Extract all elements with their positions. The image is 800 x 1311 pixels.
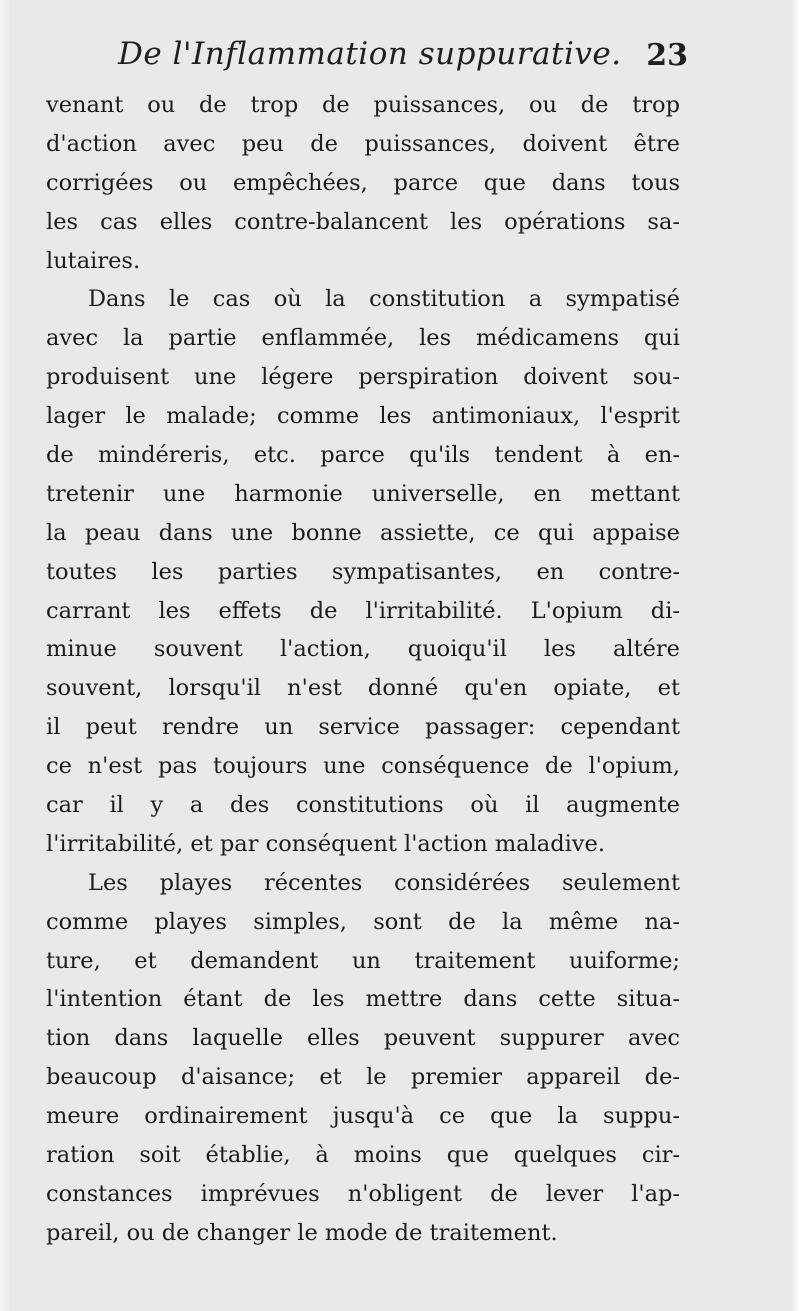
text-line: avec la partie enflammée, les médicamens qui bbox=[46, 325, 680, 352]
text-line: lutaires. bbox=[46, 247, 141, 274]
text-line: produisent une légere perspiration doivent sou- bbox=[46, 364, 680, 391]
text-line: d'action avec peu de puissances, doivent être bbox=[46, 130, 680, 157]
text-line: constances imprévues n'obligent de lever l'ap- bbox=[46, 1180, 680, 1207]
text-line: il peut rendre un service passager: cependant bbox=[46, 714, 680, 741]
text-line: venant ou de trop de puissances, ou de trop bbox=[46, 92, 680, 118]
paragraph-3 bbox=[46, 864, 680, 1253]
text-line: Les playes récentes considérées seulement bbox=[88, 869, 680, 896]
text-line: l'intention étant de les mettre dans cette situa- bbox=[46, 986, 680, 1013]
page-right-edge bbox=[792, 0, 800, 1311]
text-line: carrant les effets de l'irritabilité. L'opium di- bbox=[46, 597, 680, 624]
text-line: la peau dans une bonne assiette, ce qui appaise bbox=[46, 519, 680, 546]
text-line: meure ordinairement jusqu'à ce que la suppu- bbox=[46, 1103, 680, 1130]
text-line: tretenir une harmonie universelle, en mettant bbox=[46, 480, 680, 507]
text-line: beaucoup d'aisance; et le premier appareil de- bbox=[46, 1064, 680, 1091]
text-line: ture, et demandent un traitement uuiforme; bbox=[46, 947, 680, 974]
text-line: les cas elles contre-balancent les opérations sa- bbox=[46, 208, 680, 235]
page-header bbox=[118, 36, 688, 82]
text-line: ce n'est pas toujours une conséquence de l'opium, bbox=[46, 753, 680, 780]
text-line: tion dans laquelle elles peuvent suppurer avec bbox=[46, 1025, 680, 1052]
page-number: 23 bbox=[646, 38, 688, 73]
text-line: l'irritabilité, et par conséquent l'action maladive. bbox=[46, 830, 605, 857]
text-line: lager le malade; comme les antimoniaux, l'esprit bbox=[46, 403, 680, 430]
text-line: pareil, ou de changer le mode de traitement. bbox=[46, 1219, 558, 1246]
paragraph-1 bbox=[46, 86, 680, 280]
text-line: minue souvent l'action, quoiqu'il les altére bbox=[46, 636, 680, 663]
text-line: toutes les parties sympatisantes, en contre- bbox=[46, 558, 680, 585]
body-text bbox=[46, 86, 680, 1253]
page-left-edge bbox=[0, 0, 12, 1311]
text-line: corrigées ou empêchées, parce que dans tous bbox=[46, 169, 680, 196]
text-line: comme playes simples, sont de la même na- bbox=[46, 908, 680, 935]
text-line: ration soit établie, à moins que quelques cir- bbox=[46, 1142, 680, 1169]
running-title: De l'Inflammation suppurative. bbox=[118, 36, 622, 72]
text-line: Dans le cas où la constitution a sympatisé bbox=[88, 286, 680, 313]
text-line: car il y a des constitutions où il augmente bbox=[46, 792, 680, 819]
text-line: de mindéreris, etc. parce qu'ils tendent à en- bbox=[46, 442, 680, 469]
text-line: souvent, lorsqu'il n'est donné qu'en opiate, et bbox=[46, 675, 680, 702]
paragraph-2 bbox=[46, 280, 680, 863]
